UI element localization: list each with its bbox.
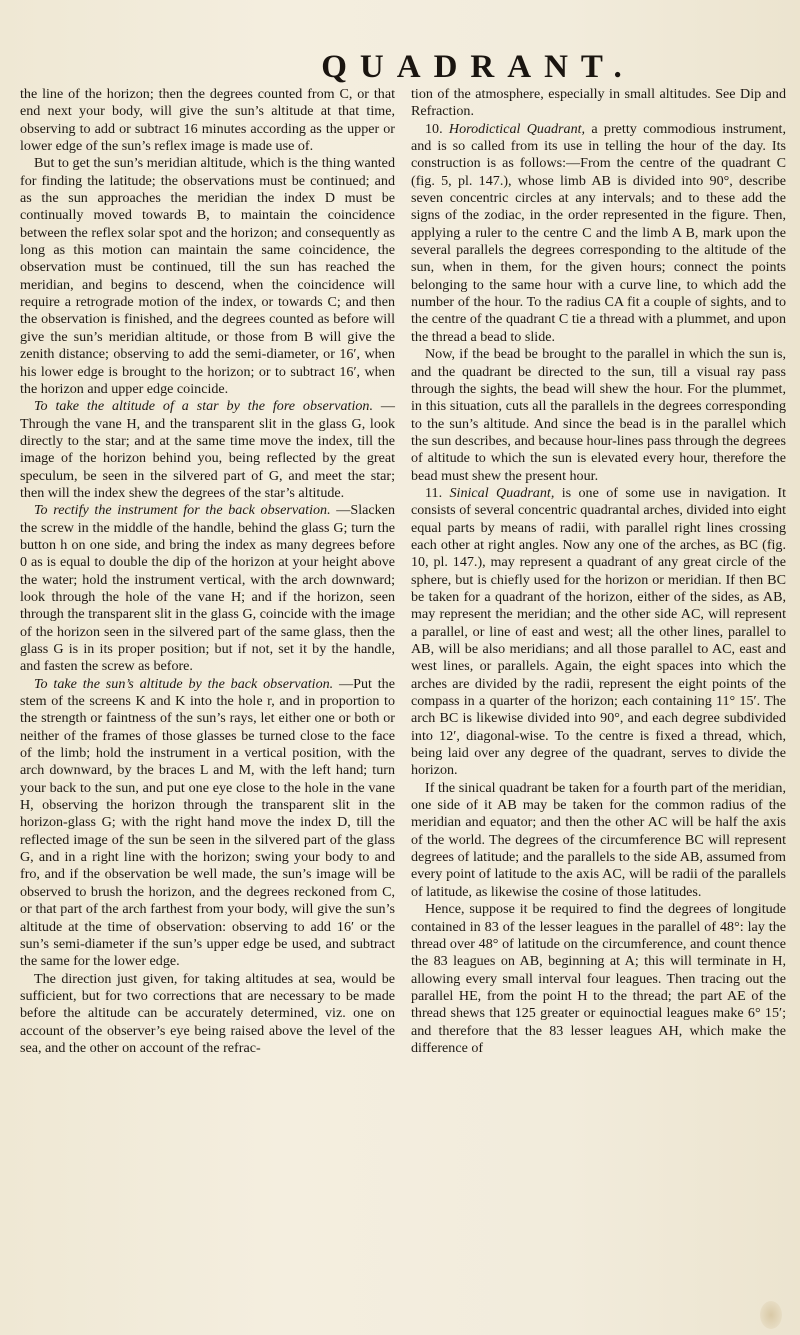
right-column [411,86,786,1057]
paragraph-heading: To rectify the instrument for the back observation. [34,502,331,519]
left-column [20,86,395,1057]
paragraph-heading: Sinical Quadrant, [449,484,555,501]
paragraph-heading: Horodictical Quadrant, [448,120,586,137]
paragraph-number: 11. [425,484,450,501]
text-columns [20,86,786,1057]
paragraph [20,676,395,971]
paragraph-text: But to get the sun’s meridian altitude, which is the thing wanted for finding the latitude; the observations must be continued; and as the sun approaches the meridian the index D must be continually moved towards B, to maintain the coincidence between the reflex solar spot and the horizon; and consequently as long as this motion can maintain the same coincidence, the observation must be continued, till the sun has reached the meridian, and begins to descend, when the coincidence will require a retrograde motion of the index, or towards C; and then the observation is finished, and the degrees counted as before will give the sun’s meridian altitude, or those from B will give the zenith distance; observing to add the semi-diameter, or 16′, when his lower edge is brought to the horizon; or to subtract 16′, when the horizon and upper edge coincide. [20,155,395,397]
paragraph-text: If the sinical quadrant be taken for a fourth part of the meridian, one side of it AB may be taken for the common radius of the meridian and equator; and then the other AC will be half the axis of the world. The degrees of the circumference BC will represent degrees of latitude; and the parallels to the side AB, assumed from every point of latitude to the axis AC, will be radii of the parallels of latitude, as likewise the cosine of those latitudes. [411,779,786,900]
paragraph [20,86,395,155]
paragraph [411,86,786,121]
paragraph-text: is one of some use in navigation. It consists of several concentric quadrantal arches, divided into eight equal parts by means of radii, with parallel right lines crossing each other at right angles. Now any one of the arches, as BC (fig. 10, pl. 147.), may represent a quadrant of any great circle of the sphere, but is chiefly used for the horizon or meridian. If then BC be taken for a quadrant of the horizon, either of the sides, as AB, may represent the meridian; and the other side AC, will represent a parallel, or line of east and west; all the other lines, parallel to AB, will be also meridians; and all those parallel to AC, east and west lines, or parallels. Again, the eight spaces into which the arches are divided by the radii, represent the eight points of the compass in a quarter of the horizon; each containing 11° 15′. The arch BC is likewise divided into 90°, and each degree subdivided into 12′, diagonal-wise. To the centre is fixed a thread, which, being laid over any degree of the quadrant, serves to divide the horizon. [411,484,786,779]
paragraph-number: 10. [425,120,449,137]
paragraph [411,346,786,485]
paragraph-heading: To take the altitude of a star by the fore observation. [34,398,373,415]
paragraph-text: Hence, suppose it be required to find the degrees of longitude contained in 83 of the lesser leagues in the parallel of 48°: lay the thread over 48° of latitude on the circumference, and count thence the 83 leagues on AB, beginning at A; this will terminate in H, allowing every small interval four leagues. Then tracing out the parallel HE, from the point H to the thread; the part AE of the thread shews that 125 greater or equinoctial leagues make 6° 15′; and therefore that the 83 lesser leagues AH, which make the difference of [411,901,786,1056]
paragraph-text: The direction just given, for taking altitudes at sea, would be sufficient, but for two corrections that are necessary to be made before the altitude can be accurately determined, viz. one on account of the observer’s eye being raised above the level of the sea, and the other on account of the refrac- [20,970,395,1056]
paragraph [411,780,786,901]
paragraph [411,901,786,1057]
paragraph [20,971,395,1058]
paragraph [20,502,395,675]
paragraph-text: —Through the vane H, and the transparent slit in the glass G, look directly to the star; and at the same time move the index, till the image of the horizon behind you, being reflected by the great speculum, be seen in the silvered part of G, and meet the star; then will the index shew the degrees of the star’s altitude. [20,398,395,501]
paragraph [20,155,395,398]
paragraph [20,398,395,502]
paragraph [411,485,786,780]
paragraph-text: —Put the stem of the screens K and K into the hole r, and in proportion to the strength or faintness of the sun’s rays, let either one or both or neither of the frames of those glasses be turned close to the face of the limb; hold the instrument in a vertical position, with the arch downward, by the braces L and M, with the left hand; turn your back to the sun, and put one eye close to the hole in the vane H, observing the horizon through the transparent slit in the horizon-glass G; with the right hand move the index D, till the reflected image of the sun be seen in the silvered part of the glass G, and in a right line with the horizon; swing your body to and fro, and if the observation be well made, the sun’s image will be observed to brush the horizon, and the degrees reckoned from C, or that part of the arch farthest from your body, will give the sun’s altitude at the time of observation: observing to add 16′ or the sun’s semi-diameter if the sun’s upper edge be used, and subtract the same for the lower edge. [20,675,395,970]
paragraph [411,121,786,346]
paper-stain [760,1301,782,1329]
running-head: QUADRANT. [321,49,635,85]
paragraph-text: a pretty commodious instrument, and is so called from its use in telling the hour of the day. Its construction is as follows:—From the centre of the quadrant C (fig. 5, pl. 147.), whose limb AB is divided into 90°, describe seven concentric circles at any intervals; and to these add the signs of the zodiac, in the order represented in the figure. Then, applying a ruler to the centre C and the limb A B, mark upon the several parallels the degrees corresponding to the altitude of the sun, when in them, for the given hours; connect the points belonging to the same hour with a curve line, to which add the number of the hour. To the radius CA fit a couple of sights, and to the centre of the quadrant C tie a thread with a plummet, and upon the thread a bead to slide. [411,120,786,345]
paragraph-heading: To take the sun’s altitude by the back observation. [34,675,334,692]
paragraph-text: Now, if the bead be brought to the parallel in which the sun is, and the quadrant be directed to the sun, till a visual ray pass through the sights, the bead will shew the hour. For the plummet, in this situation, cuts all the parallels in the degrees corresponding to the sun’s altitude. And since the bead is in the parallel which the sun describes, and because hour-lines pass through the degrees of altitude to which the sun is elevated every hour, therefore the bead must shew the present hour. [411,346,786,484]
paragraph-text: —Slacken the screw in the middle of the handle, behind the glass G; turn the button h on one side, and bring the index as many degrees before 0 as is equal to double the dip of the horizon at your height above the water; hold the instrument vertical, with the arch downward; look through the hole of the vane H; and if the horizon, seen through the transparent slit in the glass G, coincide with the image of the horizon seen in the silvered part of the same glass, then the glass G is in its proper position; but if not, set it by the handle, and fasten the screw as before. [20,502,395,675]
paragraph-text: tion of the atmosphere, especially in small altitudes. See Dip and Refraction. [411,86,786,120]
paragraph-text: the line of the horizon; then the degrees counted from C, or that end next your body, will give the sun’s altitude at that time, observing to add or subtract 16 minutes according as the upper or lower edge of the sun’s reflex image is made use of. [20,86,395,155]
